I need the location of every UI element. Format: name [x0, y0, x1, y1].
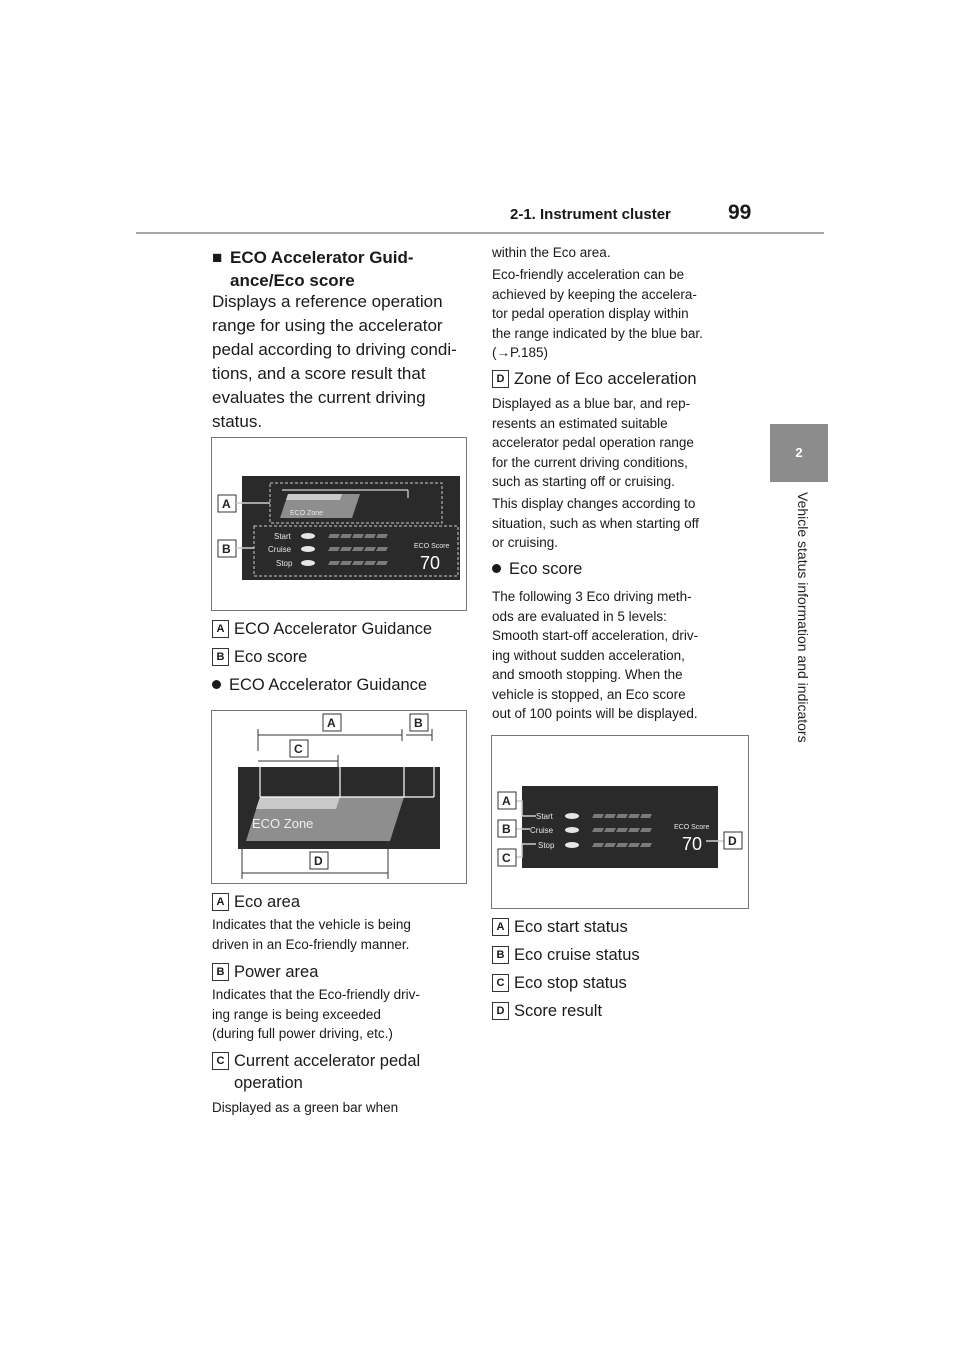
callout-letter: B: [222, 542, 231, 556]
legend-item: [212, 1050, 420, 1094]
callout-letter: B: [414, 716, 423, 730]
desc-line: for the current driving conditions,: [492, 454, 688, 470]
section-title: 2-1. Instrument cluster: [510, 206, 671, 223]
legend-item: [492, 916, 628, 938]
legend-badge: C: [212, 1052, 229, 1070]
legend-badge: B: [212, 963, 229, 981]
callout-letter: B: [502, 822, 511, 836]
intro-line: tions, and a score result that: [212, 364, 426, 383]
intro-line: range for using the accelerator: [212, 316, 443, 335]
eco-zone-text: ECO Zone: [252, 816, 314, 831]
eco-zone-highlight: [256, 797, 340, 809]
callout-letter: C: [502, 851, 511, 865]
heading-line-2: ance/Eco score: [230, 271, 355, 290]
legend-text: ECO Accelerator Guidance: [234, 620, 433, 638]
desc-line: situation, such as when starting off: [492, 515, 699, 531]
page-number: 99: [728, 201, 752, 224]
legend-text: Eco start status: [514, 918, 628, 936]
callout-letter: C: [294, 742, 303, 756]
page-reference-link[interactable]: (→P.185): [492, 345, 549, 360]
desc-line: (during full power driving, etc.): [212, 1026, 393, 1041]
legend-item: [212, 618, 432, 640]
desc-line: resents an estimated suitable: [492, 415, 668, 431]
legend-text: Current accelerator pedal: [234, 1052, 421, 1070]
legend-description: [212, 1098, 398, 1118]
eco-score-label: ECO Score: [674, 824, 710, 831]
cruise-text: Cruise: [530, 826, 554, 835]
legend-item: [212, 646, 307, 668]
desc-line: Displayed as a blue bar, and rep-: [492, 396, 691, 411]
text-line: the range indicated by the blue bar.: [492, 325, 703, 341]
eco-score-description: [492, 587, 698, 724]
desc-line: This display changes according to: [492, 496, 696, 511]
desc-line: or cruising.: [492, 535, 559, 550]
legend-item: [492, 368, 697, 390]
car-icon: [565, 813, 579, 819]
bullet-icon: [492, 564, 501, 573]
zone-description: [492, 394, 694, 492]
legend-text: Eco stop status: [514, 974, 627, 992]
desc-line: vehicle is stopped, an Eco score: [492, 686, 686, 702]
intro-line: evaluates the current driving: [212, 388, 426, 407]
figure-eco-display: [211, 437, 467, 611]
legend-text: Power area: [234, 963, 319, 981]
desc-line: driven in an Eco-friendly manner.: [212, 936, 410, 952]
eco-score-label: ECO Score: [414, 543, 450, 550]
legend-badge: D: [492, 370, 509, 388]
cruise-text: Cruise: [268, 545, 292, 554]
car-icon: [565, 842, 579, 848]
legend-badge: D: [492, 1002, 509, 1020]
legend-badge: B: [492, 946, 509, 964]
desc-line: ing without sudden acceleration,: [492, 647, 685, 663]
desc-line: Displayed as a green bar when: [212, 1100, 399, 1115]
intro-line: Displays a reference operation: [212, 292, 443, 311]
eco-zone-text: ECO Zone: [290, 510, 324, 517]
desc-line: such as starting off or cruising.: [492, 474, 675, 489]
figure-eco-score: [491, 735, 749, 909]
stop-text: Stop: [276, 559, 293, 568]
intro-paragraph: [212, 290, 470, 434]
heading-square-icon: ■: [212, 248, 223, 267]
start-text: Start: [536, 812, 553, 821]
text-line: achieved by keeping the accelera-: [492, 286, 697, 302]
header-rule: [136, 232, 824, 234]
desc-line: Indicates that the Eco-friendly driv-: [212, 987, 420, 1002]
intro-line: pedal according to driving condi-: [212, 340, 457, 359]
legend-badge: A: [212, 893, 229, 911]
desc-line: Smooth start-off acceleration, driv-: [492, 628, 699, 643]
blue-bar-paragraph: [492, 265, 703, 363]
eco-score-value: 70: [420, 553, 441, 573]
legend-description: [212, 985, 420, 1044]
legend-text: Zone of Eco acceleration: [514, 370, 697, 388]
section-heading: [214, 246, 474, 292]
legend-badge: B: [212, 648, 229, 666]
desc-line: Indicates that the vehicle is being: [212, 917, 411, 932]
bullet-heading: [492, 558, 582, 580]
legend-badge: A: [212, 620, 229, 638]
legend-text: Eco cruise status: [514, 946, 640, 964]
legend-badge: C: [492, 974, 509, 992]
legend-text: Eco score: [234, 648, 308, 666]
heading-line-1: ECO Accelerator Guid-: [230, 248, 414, 267]
chapter-tab: 2: [770, 424, 828, 482]
desc-line: and smooth stopping. When the: [492, 667, 683, 682]
desc-line: ods are evaluated in 5 levels:: [492, 608, 667, 624]
legend-badge: A: [492, 918, 509, 936]
callout-letter: D: [728, 834, 737, 848]
desc-line: The following 3 Eco driving meth-: [492, 589, 692, 604]
legend-item: [212, 961, 318, 983]
legend-text: operation: [234, 1074, 303, 1092]
stop-text: Stop: [538, 841, 555, 850]
car-icon: [301, 546, 315, 552]
chapter-label: Vehicle status information and indicators: [795, 492, 811, 743]
desc-line: accelerator pedal operation range: [492, 435, 694, 450]
text-line: within the Eco area.: [492, 245, 611, 260]
bullet-text: Eco score: [509, 560, 583, 578]
bullet-text: ECO Accelerator Guidance: [229, 676, 428, 694]
callout-letter: D: [314, 854, 323, 868]
car-icon: [565, 827, 579, 833]
legend-item: [492, 1000, 602, 1022]
desc-line: out of 100 points will be displayed.: [492, 706, 698, 721]
bullet-icon: [212, 680, 221, 689]
callout-letter: A: [327, 716, 336, 730]
callout-letter: A: [502, 794, 511, 808]
bullet-heading: [212, 674, 427, 696]
legend-item: [212, 891, 300, 913]
car-icon: [301, 533, 315, 539]
intro-line: status.: [212, 412, 263, 431]
start-text: Start: [274, 532, 291, 541]
eco-score-value: 70: [682, 834, 703, 854]
zone-description-2: [492, 494, 699, 553]
car-icon: [301, 560, 315, 566]
continued-text: [492, 243, 611, 263]
text-line: tor pedal operation display within: [492, 306, 689, 321]
legend-text: Eco area: [234, 893, 301, 911]
figure-eco-guidance: [211, 710, 467, 884]
callout-letter: A: [222, 497, 231, 511]
legend-item: [492, 944, 640, 966]
eco-zone-highlight: [286, 494, 342, 500]
desc-line: ing range is being exceeded: [212, 1006, 381, 1022]
legend-text: Score result: [514, 1002, 603, 1020]
legend-description: [212, 915, 411, 954]
legend-item: [492, 972, 627, 994]
text-line: Eco-friendly acceleration can be: [492, 267, 685, 282]
